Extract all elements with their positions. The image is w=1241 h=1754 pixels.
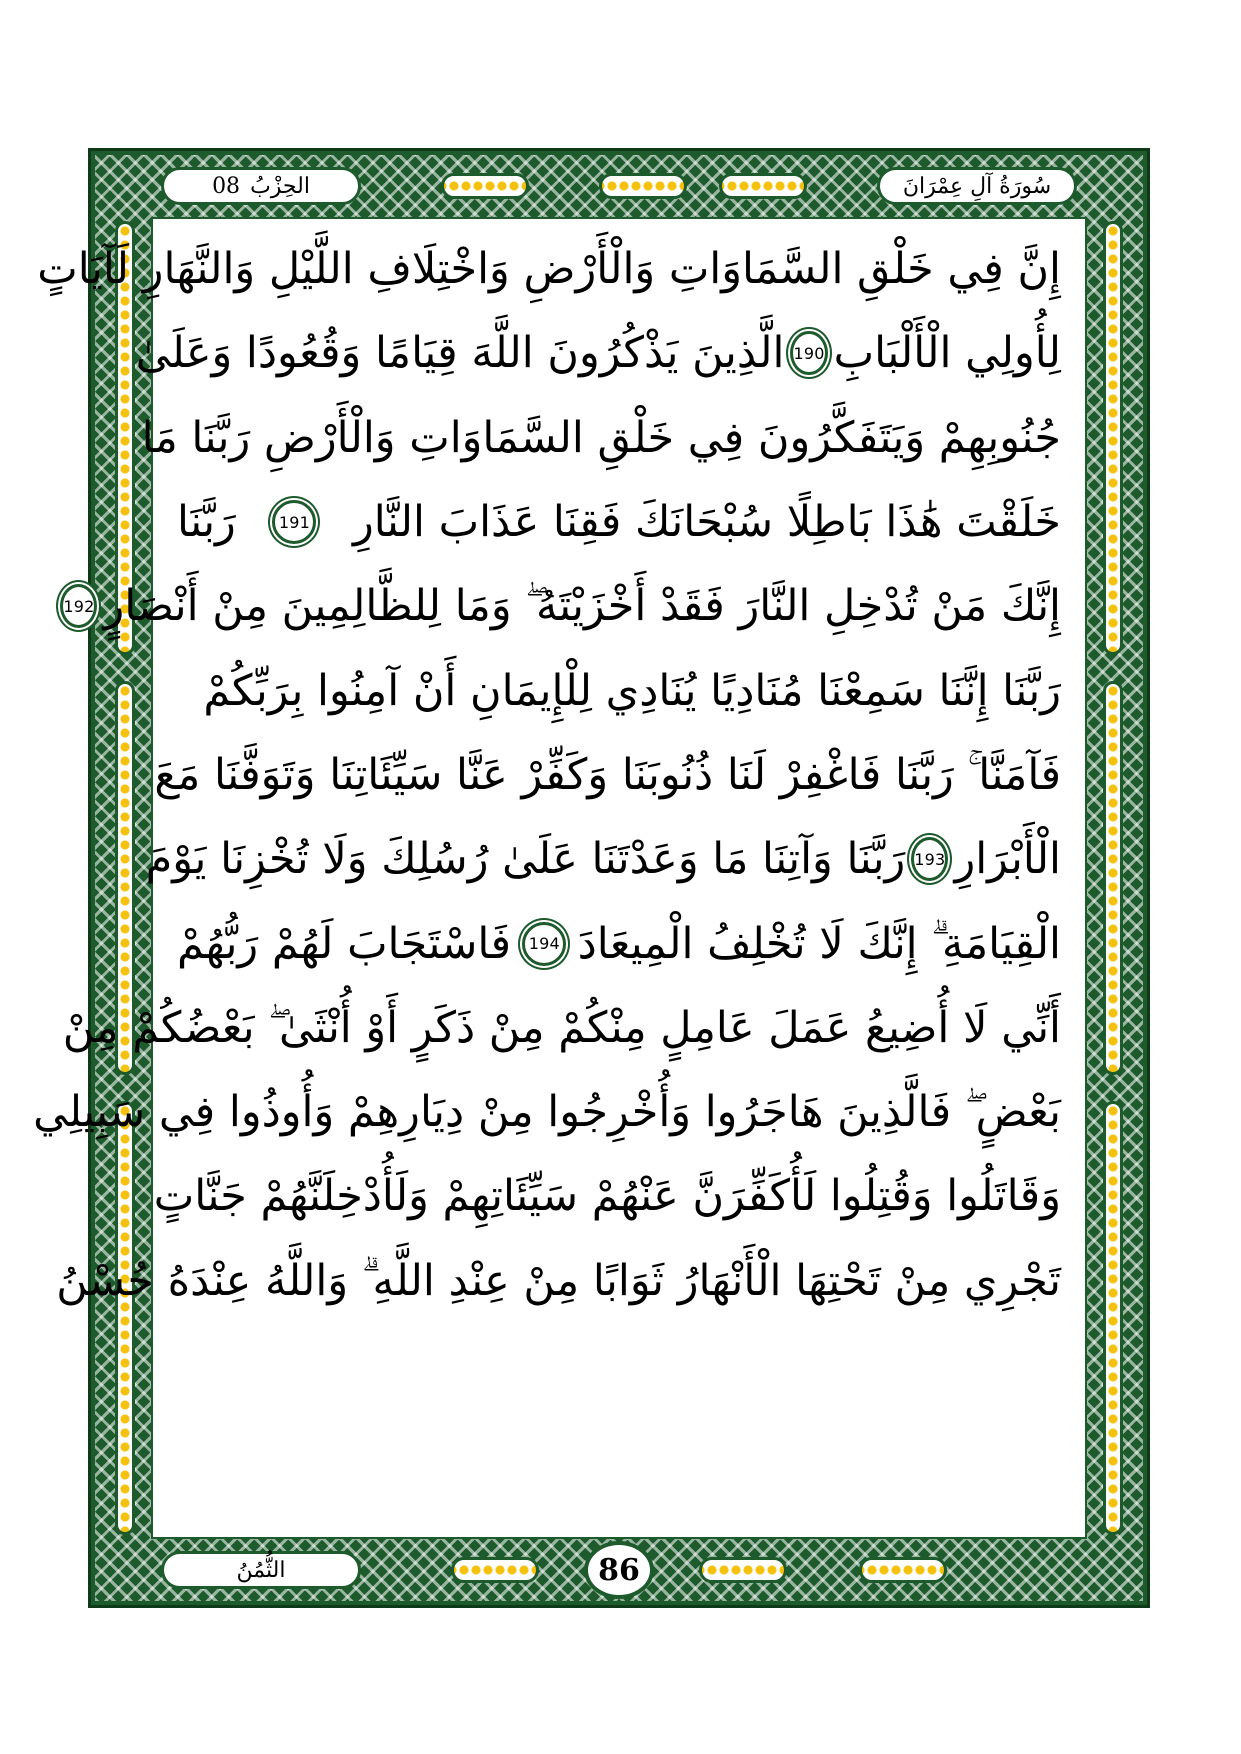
page-number: 86 <box>598 1552 640 1588</box>
quran-text-area <box>33 217 1087 1539</box>
verse-text: الَّذِينَ يَذْكُرُونَ اللَّهَ قِيَامًا وَقُعُودًا وَعَلَىٰ <box>135 328 785 379</box>
verse-line <box>56 1239 1061 1323</box>
hizb-badge <box>161 167 361 205</box>
left-border-column <box>103 221 147 1535</box>
thumn-badge <box>161 1551 361 1589</box>
verse-text: تَجْرِي مِنْ تَحْتِهَا الْأَنْهَارُ ثَوَابًا مِنْ عِنْدِ اللَّهِ ۗ وَاللَّهُ عِنْدَهُ حُسْنُ <box>56 1255 1061 1306</box>
ayah-number-marker: 193 <box>911 837 948 881</box>
dot-ornament <box>451 1557 539 1583</box>
verse-text: فَآمَنَّا ۚ رَبَّنَا فَاغْفِرْ لَنَا ذُنُوبَنَا وَكَفِّرْ عَنَّا سَيِّئَاتِنَا وَتَوَفَّنَا مَعَ <box>154 749 1061 800</box>
header-band <box>151 159 1087 213</box>
surah-name-badge <box>877 167 1077 205</box>
hizb-number: 08 <box>212 173 241 199</box>
verse-line <box>33 1070 1061 1154</box>
dot-ornament <box>859 1557 947 1583</box>
verse-text: الْأَبْرَارِ <box>954 834 1061 885</box>
verse-line <box>135 311 1061 395</box>
thumn-label: الثُّمُنُ <box>236 1557 286 1583</box>
verse-text: فَاسْتَجَابَ لَهُمْ رَبُّهُمْ <box>177 918 512 969</box>
verse-text: جُنُوبِهِمْ وَيَتَفَكَّرُونَ فِي خَلْقِ السَّمَاوَاتِ وَالْأَرْضِ رَبَّنَا مَا <box>141 412 1061 463</box>
verse-text: لِأُولِي الْأَلْبَابِ <box>833 328 1061 379</box>
verse-text: إِنَّ فِي خَلْقِ السَّمَاوَاتِ وَالْأَرْضِ وَاخْتِلَافِ اللَّيْلِ وَالنَّهَارِ لَآيَاتٍ <box>37 244 1061 295</box>
ayah-number-marker: 190 <box>790 331 827 375</box>
verse-line <box>63 564 1061 648</box>
verse-text: الْقِيَامَةِ ۗ إِنَّكَ لَا تُخْلِفُ الْمِيعَادَ <box>577 918 1061 969</box>
verse-line <box>62 986 1061 1070</box>
page-number-medallion <box>584 1541 654 1599</box>
right-border-column <box>1091 221 1135 1535</box>
dot-ornament <box>599 173 687 199</box>
verse-text: بَعْضٍ ۖ فَالَّذِينَ هَاجَرُوا وَأُخْرِجُوا مِنْ دِيَارِهِمْ وَأُوذُوا فِي سَبِيلِي <box>33 1087 1061 1138</box>
page-frame <box>33 148 1150 1608</box>
ayah-number-marker: 194 <box>522 922 566 966</box>
ayah-number-marker: 191 <box>272 500 316 544</box>
footer-band <box>151 1543 1087 1597</box>
verse-text: وَقَاتَلُوا وَقُتِلُوا لَأُكَفِّرَنَّ عَنْهُمْ سَيِّئَاتِهِمْ وَلَأُدْخِلَنَّهُمْ جَنَّاتٍ <box>153 1171 1061 1222</box>
verse-text: رَبَّنَا <box>177 497 236 548</box>
verse-line <box>154 733 1061 817</box>
verse-line <box>177 480 1061 564</box>
dot-ornament <box>699 1557 787 1583</box>
verse-line <box>141 396 1061 480</box>
dot-chain <box>1103 1101 1123 1535</box>
verse-line <box>177 901 1061 985</box>
verse-line <box>37 227 1061 311</box>
surah-name: سُورَةُ آلِ عِمْرَانَ <box>902 173 1052 199</box>
verse-text: أَنِّي لَا أُضِيعُ عَمَلَ عَامِلٍ مِنْكُمْ مِنْ ذَكَرٍ أَوْ أُنْثَىٰ ۖ بَعْضُكُمْ مِنْ <box>62 1002 1061 1053</box>
ayah-number-marker: 192 <box>60 584 97 628</box>
dot-ornament <box>441 173 529 199</box>
dot-ornament <box>719 173 807 199</box>
verse-text: إِنَّكَ مَنْ تُدْخِلِ النَّارَ فَقَدْ أَخْزَيْتَهُ ۖ وَمَا لِلظَّالِمِينَ مِنْ أَنْصَارٍ <box>103 581 1061 632</box>
verse-text: خَلَقْتَ هَٰذَا بَاطِلًا سُبْحَانَكَ فَقِنَا عَذَابَ النَّارِ <box>353 497 1061 548</box>
dot-chain <box>1103 681 1123 1075</box>
dot-chain <box>1103 221 1123 655</box>
dot-chain <box>115 1101 135 1535</box>
verse-line <box>153 1154 1061 1238</box>
text-lines <box>33 227 1061 1529</box>
hizb-label: الحِزْبُ <box>250 173 310 199</box>
verse-line <box>177 648 1061 732</box>
verse-line <box>145 817 1061 901</box>
verse-text: رَبَّنَا إِنَّنَا سَمِعْنَا مُنَادِيًا يُنَادِي لِلْإِيمَانِ أَنْ آمِنُوا بِرَبِّكُمْ <box>203 665 1061 716</box>
verse-text: رَبَّنَا وَآتِنَا مَا وَعَدْتَنَا عَلَىٰ رُسُلِكَ وَلَا تُخْزِنَا يَوْمَ <box>145 834 906 885</box>
